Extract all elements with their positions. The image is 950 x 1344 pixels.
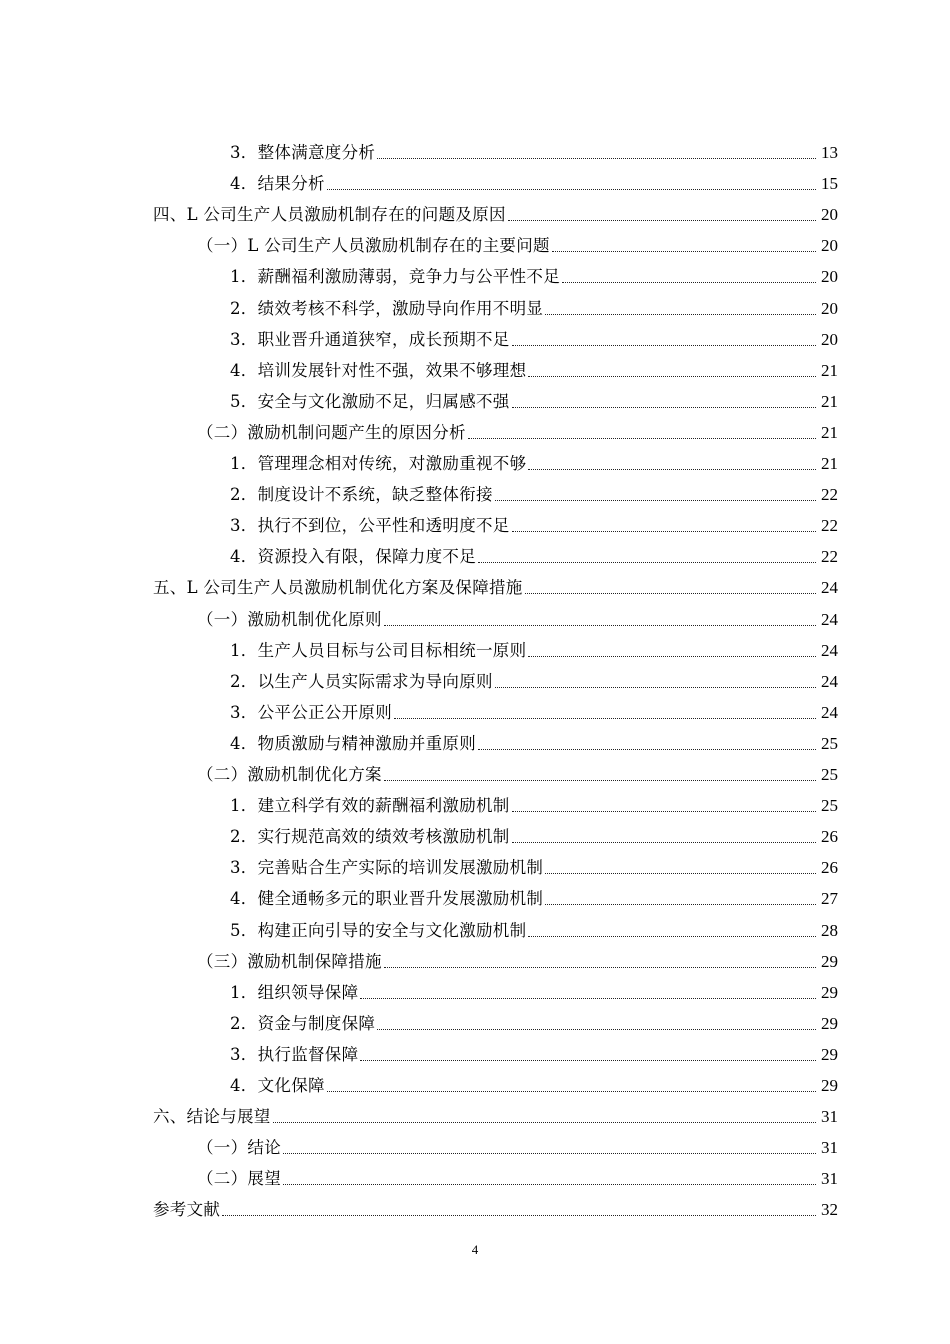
toc-entry-line bbox=[230, 329, 838, 351]
toc-dot-leader bbox=[377, 1019, 816, 1030]
toc-entry-line bbox=[230, 702, 838, 724]
toc-entry-title: 2．实行规范高效的绩效考核激励机制 bbox=[230, 827, 510, 847]
toc-dot-leader bbox=[384, 770, 816, 781]
toc-entry-title: 5．安全与文化激励不足，归属感不强 bbox=[230, 391, 510, 411]
toc-dot-leader bbox=[512, 335, 816, 346]
toc-entry[interactable] bbox=[0, 351, 950, 382]
toc-entry-title: 2．绩效考核不科学，激励导向作用不明显 bbox=[230, 298, 544, 318]
toc-entry-line bbox=[230, 640, 838, 662]
toc-entry-page-number: 20 bbox=[821, 298, 838, 318]
toc-dot-leader bbox=[528, 459, 816, 470]
toc-entry-page-number: 22 bbox=[821, 516, 838, 536]
toc-entry[interactable] bbox=[0, 133, 950, 164]
toc-dot-leader bbox=[327, 1081, 816, 1092]
toc-entry[interactable] bbox=[0, 257, 950, 288]
toc-entry-title: 4．健全通畅多元的职业晋升发展激励机制 bbox=[230, 889, 544, 909]
toc-entry[interactable] bbox=[0, 226, 950, 257]
toc-dot-leader bbox=[394, 708, 816, 719]
toc-dot-leader bbox=[545, 863, 816, 874]
toc-entry-page-number: 29 bbox=[821, 1013, 838, 1033]
toc-entry-line bbox=[230, 484, 838, 506]
toc-entry-line bbox=[230, 888, 838, 910]
toc-entry-line bbox=[153, 204, 838, 226]
toc-entry-title: 3．执行不到位，公平性和透明度不足 bbox=[230, 516, 510, 536]
toc-entry-page-number: 26 bbox=[821, 858, 838, 878]
toc-entry[interactable] bbox=[0, 1190, 950, 1221]
toc-entry-line bbox=[230, 1044, 838, 1066]
toc-entry-title: 3．整体满意度分析 bbox=[230, 143, 376, 162]
toc-entry-page-number: 20 bbox=[821, 205, 838, 225]
toc-entry-line bbox=[230, 298, 838, 320]
toc-entry-title: 2．资金与制度保障 bbox=[230, 1013, 376, 1033]
toc-entry-line bbox=[230, 515, 838, 537]
toc-entry-title: （一）结论 bbox=[197, 1138, 281, 1158]
toc-entry-title: 4．培训发展针对性不强，效果不够理想 bbox=[230, 360, 527, 380]
toc-entry[interactable] bbox=[0, 662, 950, 693]
toc-entry-title: 3．执行监督保障 bbox=[230, 1044, 359, 1064]
toc-entry-page-number: 21 bbox=[821, 391, 838, 411]
toc-entry-line bbox=[197, 1137, 838, 1159]
toc-entry[interactable] bbox=[0, 1066, 950, 1097]
toc-entry[interactable] bbox=[0, 289, 950, 320]
toc-entry-line bbox=[230, 546, 838, 568]
toc-entry-page-number: 24 bbox=[821, 702, 838, 722]
toc-entry-page-number: 20 bbox=[821, 267, 838, 287]
toc-entry-title: 四、L 公司生产人员激励机制存在的问题及原因 bbox=[153, 205, 506, 225]
toc-entry-page-number: 29 bbox=[821, 982, 838, 1002]
toc-entry-line bbox=[230, 920, 838, 942]
toc-entry-line bbox=[153, 577, 838, 599]
toc-entry[interactable] bbox=[0, 724, 950, 755]
toc-entry[interactable] bbox=[0, 631, 950, 662]
toc-entry-title: 1．组织领导保障 bbox=[230, 982, 359, 1002]
toc-dot-leader bbox=[508, 210, 816, 221]
toc-entry[interactable] bbox=[0, 942, 950, 973]
toc-dot-leader bbox=[528, 366, 816, 377]
toc-entry-title: 3．公平公正公开原则 bbox=[230, 702, 392, 722]
toc-dot-leader bbox=[468, 428, 816, 439]
toc-entry-page-number: 31 bbox=[821, 1138, 838, 1158]
toc-entry-title: 1．建立科学有效的薪酬福利激励机制 bbox=[230, 796, 510, 816]
toc-entry-title: 1．管理理念相对传统，对激励重视不够 bbox=[230, 454, 527, 473]
toc-entry-title: （三）激励机制保障措施 bbox=[197, 951, 382, 971]
toc-entry-title: （二）激励机制优化方案 bbox=[197, 765, 382, 784]
toc-dot-leader bbox=[512, 832, 816, 843]
toc-dot-leader bbox=[478, 552, 816, 563]
toc-entry[interactable] bbox=[0, 382, 950, 413]
toc-dot-leader bbox=[545, 304, 816, 315]
toc-entry-page-number: 29 bbox=[821, 1076, 838, 1095]
toc-dot-leader bbox=[562, 272, 816, 283]
toc-entry-title: 4．资源投入有限，保障力度不足 bbox=[230, 547, 476, 567]
toc-dot-leader bbox=[360, 988, 816, 999]
toc-entry-page-number: 29 bbox=[821, 951, 838, 971]
toc-entry-title: （一）激励机制优化原则 bbox=[197, 609, 382, 629]
toc-entry-line bbox=[230, 826, 838, 848]
toc-entry-line bbox=[230, 453, 838, 475]
toc-entry[interactable] bbox=[0, 1004, 950, 1035]
toc-entry-page-number: 25 bbox=[821, 765, 838, 784]
toc-entry-line bbox=[197, 609, 838, 631]
toc-entry[interactable] bbox=[0, 848, 950, 879]
toc-entry-line bbox=[230, 173, 838, 195]
toc-entry-page-number: 25 bbox=[821, 733, 838, 753]
toc-entry-title: 六、结论与展望 bbox=[153, 1107, 271, 1127]
toc-entry-line bbox=[230, 266, 838, 288]
toc-entry[interactable] bbox=[0, 1128, 950, 1159]
toc-entry-page-number: 22 bbox=[821, 485, 838, 505]
toc-dot-leader bbox=[495, 490, 816, 501]
toc-entry-line bbox=[197, 1168, 838, 1190]
toc-dot-leader bbox=[512, 801, 816, 812]
toc-entry-title: 五、L 公司生产人员激励机制优化方案及保障措施 bbox=[153, 578, 523, 598]
toc-entry[interactable] bbox=[0, 879, 950, 910]
toc-entry-page-number: 25 bbox=[821, 796, 838, 816]
toc-entry-line bbox=[230, 1075, 838, 1097]
toc-entry[interactable] bbox=[0, 817, 950, 848]
toc-entry-title: 4．结果分析 bbox=[230, 174, 325, 194]
toc-dot-leader bbox=[273, 1112, 816, 1123]
toc-entry-line bbox=[197, 764, 838, 786]
toc-entry-title: 5．构建正向引导的安全与文化激励机制 bbox=[230, 920, 527, 940]
toc-dot-leader bbox=[545, 894, 816, 905]
toc-entry-page-number: 21 bbox=[821, 422, 838, 442]
toc-dot-leader bbox=[478, 739, 816, 750]
toc-entry[interactable] bbox=[0, 973, 950, 1004]
toc-entry-page-number: 29 bbox=[821, 1044, 838, 1064]
toc-entry-page-number: 32 bbox=[821, 1200, 838, 1220]
toc-entry-line bbox=[197, 235, 838, 257]
toc-entry-line bbox=[153, 1199, 838, 1221]
toc-entry-page-number: 21 bbox=[821, 360, 838, 380]
toc-entry-title: 1．薪酬福利激励薄弱，竞争力与公平性不足 bbox=[230, 267, 560, 287]
toc-entry-title: （二）激励机制问题产生的原因分析 bbox=[197, 422, 466, 442]
toc-entry-page-number: 13 bbox=[821, 143, 838, 162]
toc-entry-page-number: 27 bbox=[821, 889, 838, 909]
toc-entry-line bbox=[230, 795, 838, 817]
toc-entry[interactable] bbox=[0, 600, 950, 631]
toc-entry-title: 3．职业晋升通道狭窄，成长预期不足 bbox=[230, 329, 510, 349]
toc-dot-leader bbox=[495, 677, 816, 688]
toc-entry[interactable] bbox=[0, 568, 950, 599]
toc-entry-line bbox=[197, 951, 838, 973]
toc-dot-leader bbox=[377, 148, 816, 159]
toc-dot-leader bbox=[525, 583, 816, 594]
toc-dot-leader bbox=[222, 1205, 816, 1216]
toc-entry-title: 4．文化保障 bbox=[230, 1076, 325, 1095]
toc-entry-page-number: 20 bbox=[821, 236, 838, 256]
toc-dot-leader bbox=[528, 926, 816, 937]
toc-entry-line bbox=[230, 142, 838, 164]
toc-entry-page-number: 28 bbox=[821, 920, 838, 940]
toc-entry-line bbox=[197, 422, 838, 444]
toc-entry-title: 2．制度设计不系统，缺乏整体衔接 bbox=[230, 485, 493, 505]
toc-entry-line bbox=[230, 360, 838, 382]
toc-entry-page-number: 24 bbox=[821, 609, 838, 629]
toc-entry-line bbox=[230, 857, 838, 879]
toc-entry-page-number: 24 bbox=[821, 671, 838, 691]
toc-dot-leader bbox=[360, 1050, 816, 1061]
toc-entry-line bbox=[230, 1013, 838, 1035]
toc-entry-page-number: 24 bbox=[821, 578, 838, 598]
toc-entry-page-number: 21 bbox=[821, 454, 838, 473]
toc-entry-title: 2．以生产人员实际需求为导向原则 bbox=[230, 671, 493, 691]
toc-entry-line bbox=[153, 1106, 838, 1128]
toc-entry-line bbox=[230, 671, 838, 693]
toc-entry[interactable] bbox=[0, 506, 950, 537]
toc-entry-page-number: 31 bbox=[821, 1107, 838, 1127]
toc-entry[interactable] bbox=[0, 1159, 950, 1190]
toc-entry[interactable] bbox=[0, 320, 950, 351]
toc-dot-leader bbox=[512, 397, 816, 408]
toc-entry[interactable] bbox=[0, 537, 950, 568]
toc-entry-page-number: 24 bbox=[821, 640, 838, 660]
toc-entry-page-number: 22 bbox=[821, 547, 838, 567]
toc-entry[interactable] bbox=[0, 195, 950, 226]
toc-dot-leader bbox=[384, 615, 816, 626]
toc-entry[interactable] bbox=[0, 413, 950, 444]
toc-entry-page-number: 31 bbox=[821, 1169, 838, 1189]
page-number-footer: 4 bbox=[471, 1242, 479, 1257]
toc-entry[interactable] bbox=[0, 1097, 950, 1128]
toc-entry-page-number: 20 bbox=[821, 329, 838, 349]
toc-dot-leader bbox=[384, 957, 816, 968]
toc-entry-line bbox=[230, 391, 838, 413]
toc-entry-page-number: 15 bbox=[821, 174, 838, 194]
toc-entry-title: （一）L 公司生产人员激励机制存在的主要问题 bbox=[197, 236, 550, 256]
toc-entry[interactable] bbox=[0, 755, 950, 786]
toc-dot-leader bbox=[512, 521, 816, 532]
toc-entry-title: （二）展望 bbox=[197, 1169, 281, 1189]
toc-entry-title: 3．完善贴合生产实际的培训发展激励机制 bbox=[230, 858, 544, 878]
toc-entry-title: 4．物质激励与精神激励并重原则 bbox=[230, 733, 476, 753]
toc-entry[interactable] bbox=[0, 693, 950, 724]
toc-dot-leader bbox=[327, 179, 816, 190]
toc-dot-leader bbox=[528, 646, 816, 657]
toc-dot-leader bbox=[283, 1143, 816, 1154]
toc-dot-leader bbox=[552, 241, 816, 252]
toc-entry-title: 1．生产人员目标与公司目标相统一原则 bbox=[230, 640, 527, 660]
toc-entry-line bbox=[230, 733, 838, 755]
toc-entry[interactable] bbox=[0, 911, 950, 942]
toc-entry[interactable] bbox=[0, 164, 950, 195]
toc-entry[interactable] bbox=[0, 475, 950, 506]
toc-entry[interactable] bbox=[0, 786, 950, 817]
toc-entry-page-number: 26 bbox=[821, 827, 838, 847]
toc-entry-line bbox=[230, 982, 838, 1004]
toc-entry-title: 参考文献 bbox=[153, 1200, 221, 1220]
toc-dot-leader bbox=[283, 1174, 816, 1185]
toc-entry[interactable] bbox=[0, 1035, 950, 1066]
toc-entry[interactable] bbox=[0, 444, 950, 475]
